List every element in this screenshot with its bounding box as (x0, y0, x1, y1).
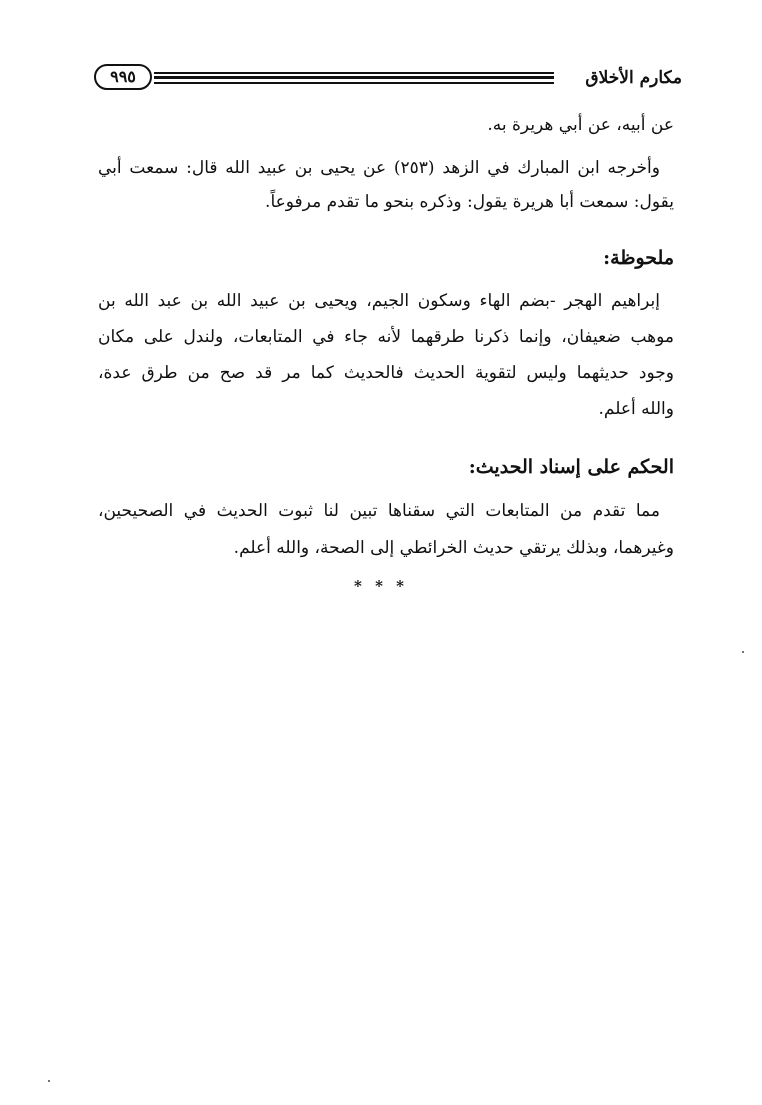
text-line: موهب ضعيفان، وإنما ذكرنا طرقهما لأنه جاء في المتابعات، ولندل على مكان (98, 327, 674, 347)
text-line: يقول: سمعت أبا هريرة يقول: وذكره بنحو ما تقدم مرفوعاً. (265, 192, 674, 212)
text-line: مما تقدم من المتابعات التي سقناها تبين لنا ثبوت الحديث في الصحيحين، (98, 501, 660, 521)
text-line: وجود حديثهما وليس لتقوية الحديث فالحديث كما مر قد صح من طرق عدة، (98, 363, 674, 383)
section-heading-note: ملحوظة: (603, 247, 674, 269)
header-rule (154, 72, 554, 84)
section-separator: * * * (354, 577, 408, 595)
header-rule-line (154, 72, 554, 74)
text-line: وأخرجه ابن المبارك في الزهد (٢٥٣) عن يحيى بن عبيد الله قال: سمعت أبي (98, 158, 660, 178)
page-number: ٩٩٥ (94, 64, 152, 90)
section-heading-ruling: الحكم على إسناد الحديث: (468, 456, 674, 478)
text-line: إبراهيم الهجر -بضم الهاء وسكون الجيم، ويحيى بن عبيد الله بن عبد الله بن (98, 291, 660, 311)
text-line: وغيرهما، وبذلك يرتقي حديث الخرائطي إلى الصحة، والله أعلم. (233, 538, 674, 558)
text-line: والله أعلم. (598, 399, 674, 419)
running-header (92, 64, 682, 100)
text-line: عن أبيه، عن أبي هريرة به. (487, 115, 674, 135)
scan-speck (742, 651, 744, 653)
header-rule-line (154, 82, 554, 84)
book-title: مكارم الأخلاق (585, 68, 682, 88)
scan-speck (48, 1080, 50, 1082)
header-rule-line (154, 76, 554, 79)
